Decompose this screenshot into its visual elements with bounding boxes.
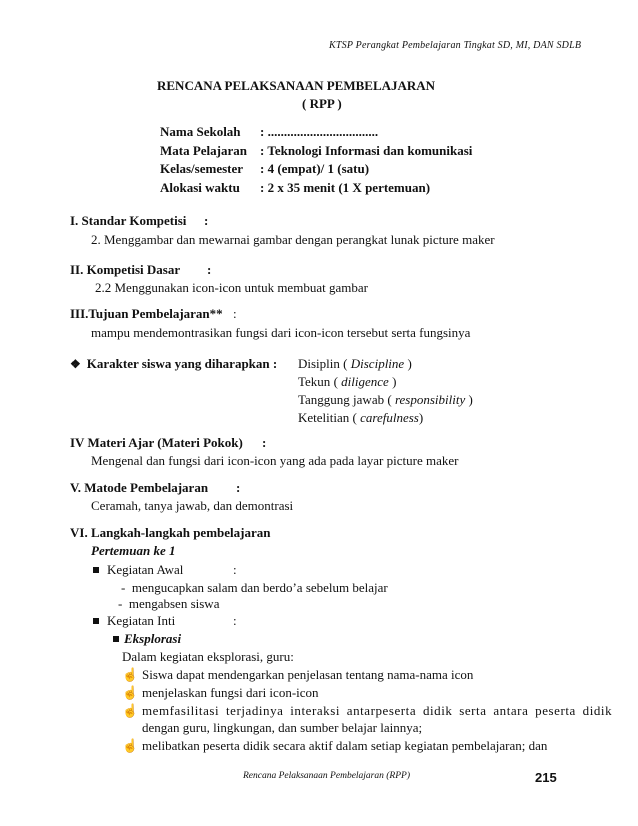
identity-label: Kelas/semester xyxy=(160,161,244,176)
kegiatan-inti-label: Kegiatan Inti xyxy=(107,613,176,628)
eksplorasi-item: ☝ memfasilitasi terjadinya interaksi antarpeserta didik serta antara peserta didik xyxy=(122,703,613,718)
karakter-item: Ketelitian ( carefulness) xyxy=(298,410,424,425)
page-number: 215 xyxy=(535,770,557,785)
square-bullet-icon xyxy=(93,567,99,573)
section-text-materi: Mengenal dan fungsi dari icon-icon yang ada pada layar picture maker xyxy=(91,453,459,468)
karakter-item: Disiplin ( Discipline ) xyxy=(298,356,412,371)
kegiatan-awal-colon: : xyxy=(233,562,237,577)
section-colon: : xyxy=(236,480,241,495)
section-colon: : xyxy=(204,213,209,228)
running-header: KTSP Perangkat Pembelajaran Tingkat SD, MI, DAN SDLB xyxy=(329,40,582,51)
document-title: RENCANA PELAKSANAAN PEMBELAJARAN xyxy=(157,78,436,93)
section-heading-metode: V. Matode Pembelajaran xyxy=(70,480,209,495)
eksplorasi-intro: Dalam kegiatan eksplorasi, guru: xyxy=(122,649,294,664)
karakter-item: Tekun ( diligence ) xyxy=(298,374,397,389)
kegiatan-awal-item: - mengucapkan salam dan berdo’a sebelum belajar xyxy=(121,580,388,595)
identity-value: : .................................. xyxy=(260,124,379,139)
section-heading-sk: I. Standar Kompetisi xyxy=(70,213,187,228)
section-heading-tujuan: III.Tujuan Pembelajaran** xyxy=(70,306,223,321)
hand-pointer-icon: ☝ xyxy=(122,667,139,682)
eksplorasi-item: ☝ melibatkan peserta didik secara aktif dalam setiap kegiatan pembelajaran; dan xyxy=(122,738,548,753)
diamond-bullet-icon: ❖ xyxy=(70,357,81,371)
section-colon: : xyxy=(262,435,267,450)
eksplorasi-item-continuation: dengan guru, lingkungan, dan sumber belajar lainnya; xyxy=(142,720,423,735)
identity-value: : 4 (empat)/ 1 (satu) xyxy=(260,161,370,176)
section-heading-kd: II. Kompetisi Dasar xyxy=(70,262,181,277)
hand-pointer-icon: ☝ xyxy=(122,685,139,700)
running-footer: Rencana Pelaksanaan Pembelajaran (RPP) xyxy=(243,771,410,781)
kegiatan-awal-item: - mengabsen siswa xyxy=(118,596,220,611)
kegiatan-awal-row xyxy=(93,563,183,576)
karakter-item: Tanggung jawab ( responsibility ) xyxy=(298,392,473,407)
karakter-label: Karakter siswa yang diharapkan : xyxy=(86,356,278,371)
kegiatan-inti-colon: : xyxy=(233,613,237,628)
section-text-kd: 2.2 Menggunakan icon-icon untuk membuat gambar xyxy=(95,280,368,295)
identity-value: : 2 x 35 menit (1 X pertemuan) xyxy=(260,180,431,195)
hand-pointer-icon: ☝ xyxy=(122,738,139,753)
square-bullet-icon xyxy=(113,636,119,642)
hand-pointer-icon: ☝ xyxy=(122,703,139,718)
section-colon: : xyxy=(233,306,237,321)
eksplorasi-row xyxy=(113,632,181,645)
identity-label: Nama Sekolah xyxy=(160,124,241,139)
section-colon: : xyxy=(207,262,212,277)
identity-value: : Teknologi Informasi dan komunikasi xyxy=(260,143,473,158)
eksplorasi-heading: Eksplorasi xyxy=(124,631,182,646)
section-heading-materi: IV Materi Ajar (Materi Pokok) xyxy=(70,435,243,450)
eksplorasi-item: ☝ menjelaskan fungsi dari icon-icon xyxy=(122,685,319,700)
karakter-label-row xyxy=(70,357,277,370)
kegiatan-awal-label: Kegiatan Awal xyxy=(107,562,184,577)
section-heading-langkah: VI. Langkah-langkah pembelajaran xyxy=(70,525,271,540)
identity-label: Mata Pelajaran xyxy=(160,143,248,158)
kegiatan-inti-row xyxy=(93,614,175,627)
section-text-tujuan: mampu mendemontrasikan fungsi dari icon-icon tersebut serta fungsinya xyxy=(91,325,471,340)
pertemuan-label: Pertemuan ke 1 xyxy=(91,543,176,558)
section-text-metode: Ceramah, tanya jawab, dan demontrasi xyxy=(91,498,294,513)
square-bullet-icon xyxy=(93,618,99,624)
eksplorasi-item: ☝ Siswa dapat mendengarkan penjelasan tentang nama-nama icon xyxy=(122,667,474,682)
section-text-sk: 2. Menggambar dan mewarnai gambar dengan perangkat lunak picture maker xyxy=(91,232,495,247)
document-subtitle: ( RPP ) xyxy=(302,96,342,111)
identity-label: Alokasi waktu xyxy=(160,180,240,195)
